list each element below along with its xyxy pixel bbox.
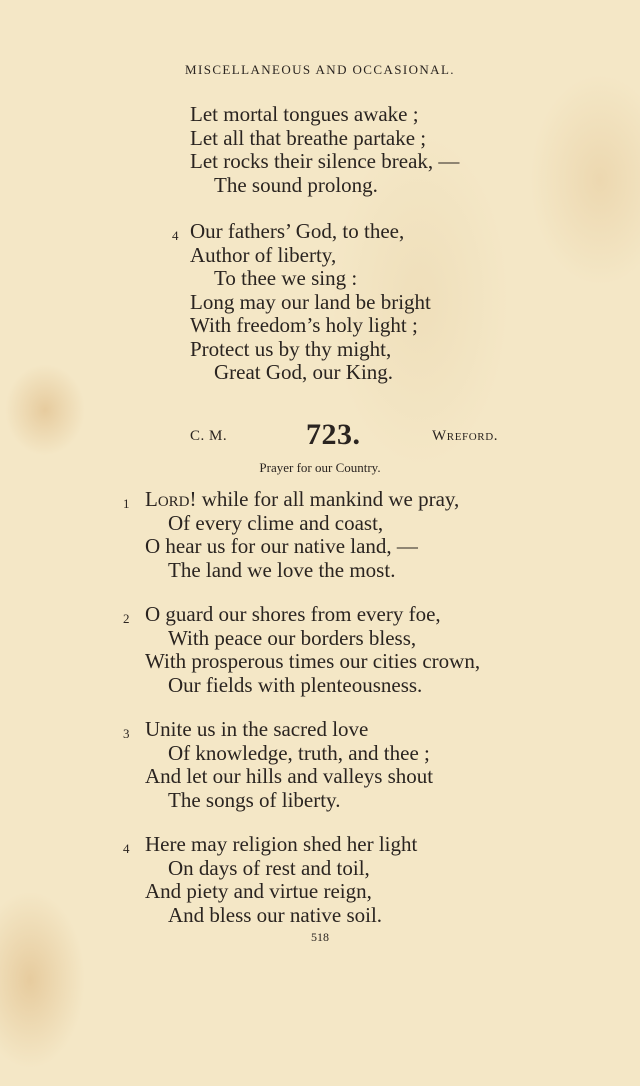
verse-line: The songs of liberty. [168,787,341,812]
hymn-stanza-1 [0,488,640,582]
verse-line: Let rocks their silence break, — [190,149,460,173]
verse-line: On days of rest and toil, [168,855,370,880]
verse-line: O guard our shores from every foe, [145,602,441,626]
verse-line: Great God, our King. [214,360,394,384]
verse-line: ! while for all mankind we pray, [189,487,460,511]
stanza-number: 4 [172,228,179,243]
hymn-subtitle: Prayer for our Country. [259,460,381,475]
previous-hymn-stanza-4 [0,220,640,385]
verse-line: With freedom’s holy light ; [190,313,418,337]
verse-line: The land we love the most. [168,557,396,582]
verse-line: Protect us by thy might, [190,336,392,361]
stanza-number: 2 [123,611,130,626]
verse-line: Long may our land be bright [190,289,431,314]
verse-line: Our fields with plenteousness. [168,672,423,697]
hymn-number: 723. [306,418,361,451]
verse-line: To thee we sing : [214,266,358,290]
verse-line: Unite us in the sacred love [145,717,369,741]
verse-line: Our fathers’ God, to thee, [190,219,405,243]
verse-line: The sound prolong. [214,172,378,197]
first-word: Lord [145,487,190,511]
verse-line: Let mortal tongues awake ; [190,102,419,126]
verse-line: Let all that breathe partake ; [190,125,427,150]
verse-line: With prosperous times our cities crown, [145,649,481,673]
verse-line: Here may religion shed her light [145,832,418,856]
stanza-number: 3 [123,726,130,741]
verse-line: Of knowledge, truth, and thee ; [168,740,430,765]
verse-line: Author of liberty, [190,242,337,267]
previous-hymn-stanza-3 [0,103,640,197]
hymn-meter: C. M. [190,428,228,444]
verse-line: And piety and virtue reign, [145,879,372,903]
hymn-stanza-2 [0,603,640,697]
page-number: 518 [311,930,329,944]
stanza-number: 1 [123,496,130,511]
hymn-tune: Wreford. [432,428,499,444]
verse-line: With peace our borders bless, [168,625,417,650]
hymn-stanza-4 [0,833,640,927]
running-head: MISCELLANEOUS AND OCCASIONAL. [185,62,455,77]
stanza-number: 4 [123,841,130,856]
verse-line: And bless our native soil. [168,902,383,927]
hymn-header [0,418,640,454]
verse-line: And let our hills and valleys shout [145,764,434,788]
hymn-stanza-3 [0,718,640,812]
verse-line: O hear us for our native land, — [145,534,418,558]
verse-line: Of every clime and coast, [168,510,384,535]
